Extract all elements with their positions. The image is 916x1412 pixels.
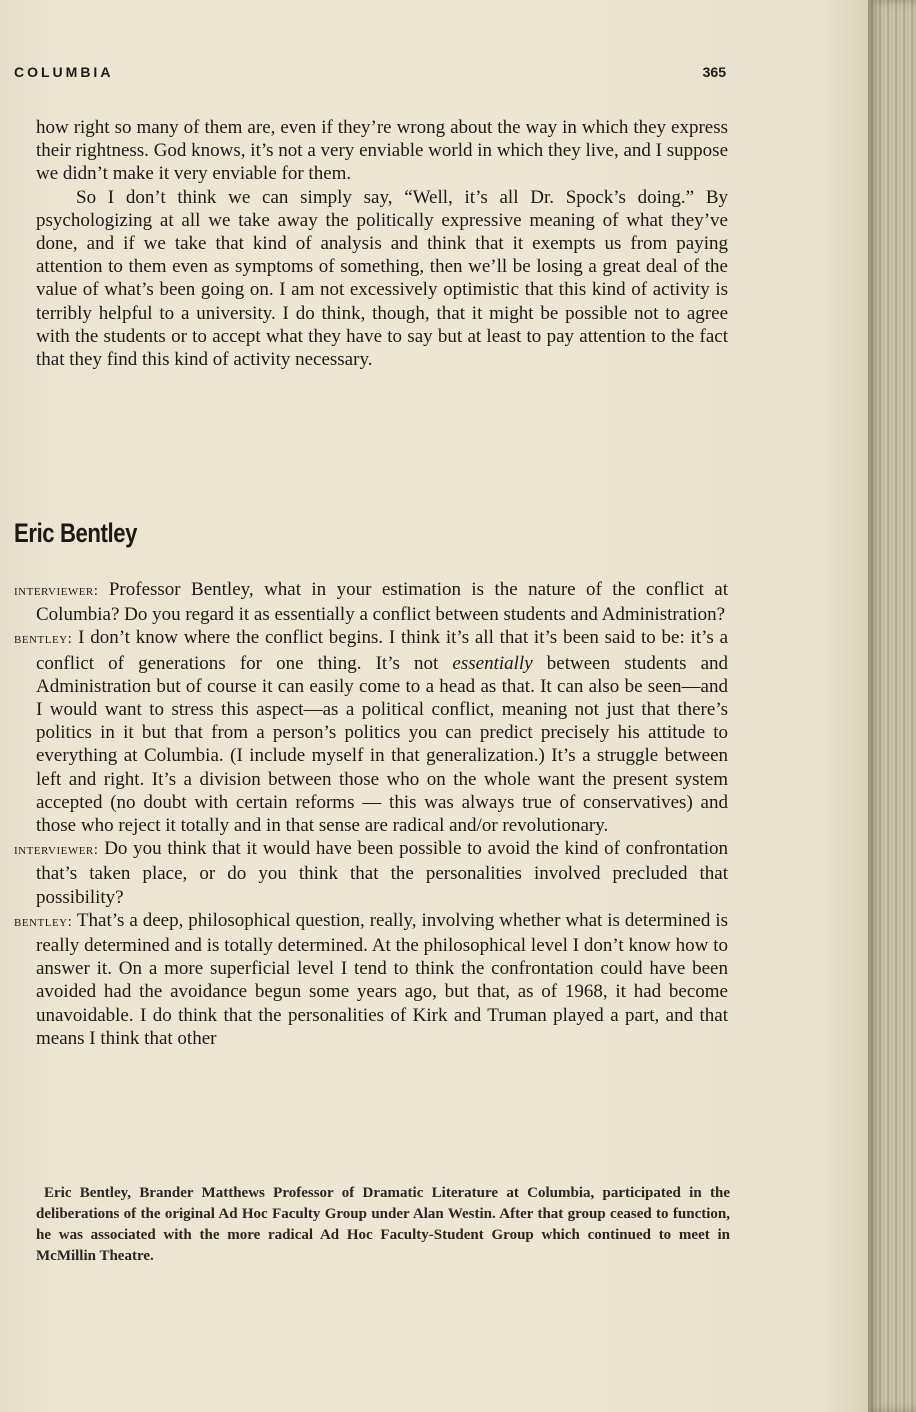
turn-text-continued: between students and Administration but of course it can easily come to a head as that. It can also be seen—and I would want to stress this aspect—as a political conflict, meaning not just that there’s politics in it but that from a person’s politics you can predict precisely his attitude to everything at Columbia. (I include myself in that generalization.) It’s a struggle between left and right. It’s a division between those who on the whole want the present system accepted (no doubt with certain reforms — this was always true of conservatives) and those who reject it totally and in that sense are radical and/or revolutionary. [36, 652, 729, 837]
speaker-label: interviewer: [14, 842, 99, 859]
dialogue-turn [14, 837, 728, 909]
turn-text: Professor Bentley, what in your estimation is the nature of the conflict at Columbia? Do you regard it as essentially a conflict between students and Administration? [36, 579, 729, 626]
running-head [14, 64, 726, 84]
speaker-label: bentley: [14, 631, 73, 648]
section-heading: Eric Bentley [14, 518, 138, 548]
dialogue-turn [14, 626, 728, 837]
dialogue-turn [14, 909, 728, 1050]
continued-text-block [36, 116, 728, 371]
page-number: 365 [702, 64, 726, 80]
turn-text: That’s a deep, philosophical question, really, involving whether what is determined is really determined and is totally determined. At the philosophical level I don’t know how to answer it. On a more superficial level I tend to think the confrontation could have been avoided had the avoidance begun some years ago, but that, as of 1968, it had become unavoidable. I do think that the personalities of Kirk and Truman played a part, and that means I think that other [36, 909, 728, 1049]
turn-text: Do you think that it would have been possible to avoid the kind of confrontation that’s taken place, or do you think that the personalities involved precluded that possibility? [36, 838, 729, 908]
emphasized-word: essentially [452, 652, 533, 674]
dialogue-turn [14, 578, 728, 626]
interview-dialogue [14, 578, 728, 1050]
speaker-label: bentley: [14, 913, 73, 930]
biographical-note: Eric Bentley, Brander Matthews Professor of Dramatic Literature at Columbia, participated in the deliberations of the original Ad Hoc Faculty Group under Alan Westin. After that group ceased to function, he was associated with the more radical Ad Hoc Faculty-Student Group which continued to meet in McMillin Theatre. [36, 1185, 730, 1264]
running-head-title: COLUMBIA [14, 64, 114, 80]
paragraph-spock: So I don’t think we can simply say, “Well, it’s all Dr. Spock’s doing.” By psychologizing at all we take away the politically expressive meaning of what they’ve done, and if we take that kind of analysis and think that it exempts us from paying attention to them even as symptoms of something, then we’ll be losing a great deal of the value of what’s been going on. I am not excessively optimistic that this kind of activity is terribly helpful to a university. I do think, though, that it might be possible not to agree with the students or to accept what they have to say but at least to pay attention to the fact that they find this kind of activity necessary. [36, 186, 728, 371]
turn-text: I don’t know where the conflict begins. I think it’s all that it’s been said to be: it’s a conflict of generations for one thing. It’s not [36, 627, 729, 674]
paragraph-continued: how right so many of them are, even if they’re wrong about the way in which they express their rightness. God knows, it’s not a very enviable world in which they live, and I suppose we didn’t make it very enviable for them. [36, 117, 728, 185]
speaker-label: interviewer: [14, 583, 99, 599]
book-binding-edge [868, 0, 916, 1412]
